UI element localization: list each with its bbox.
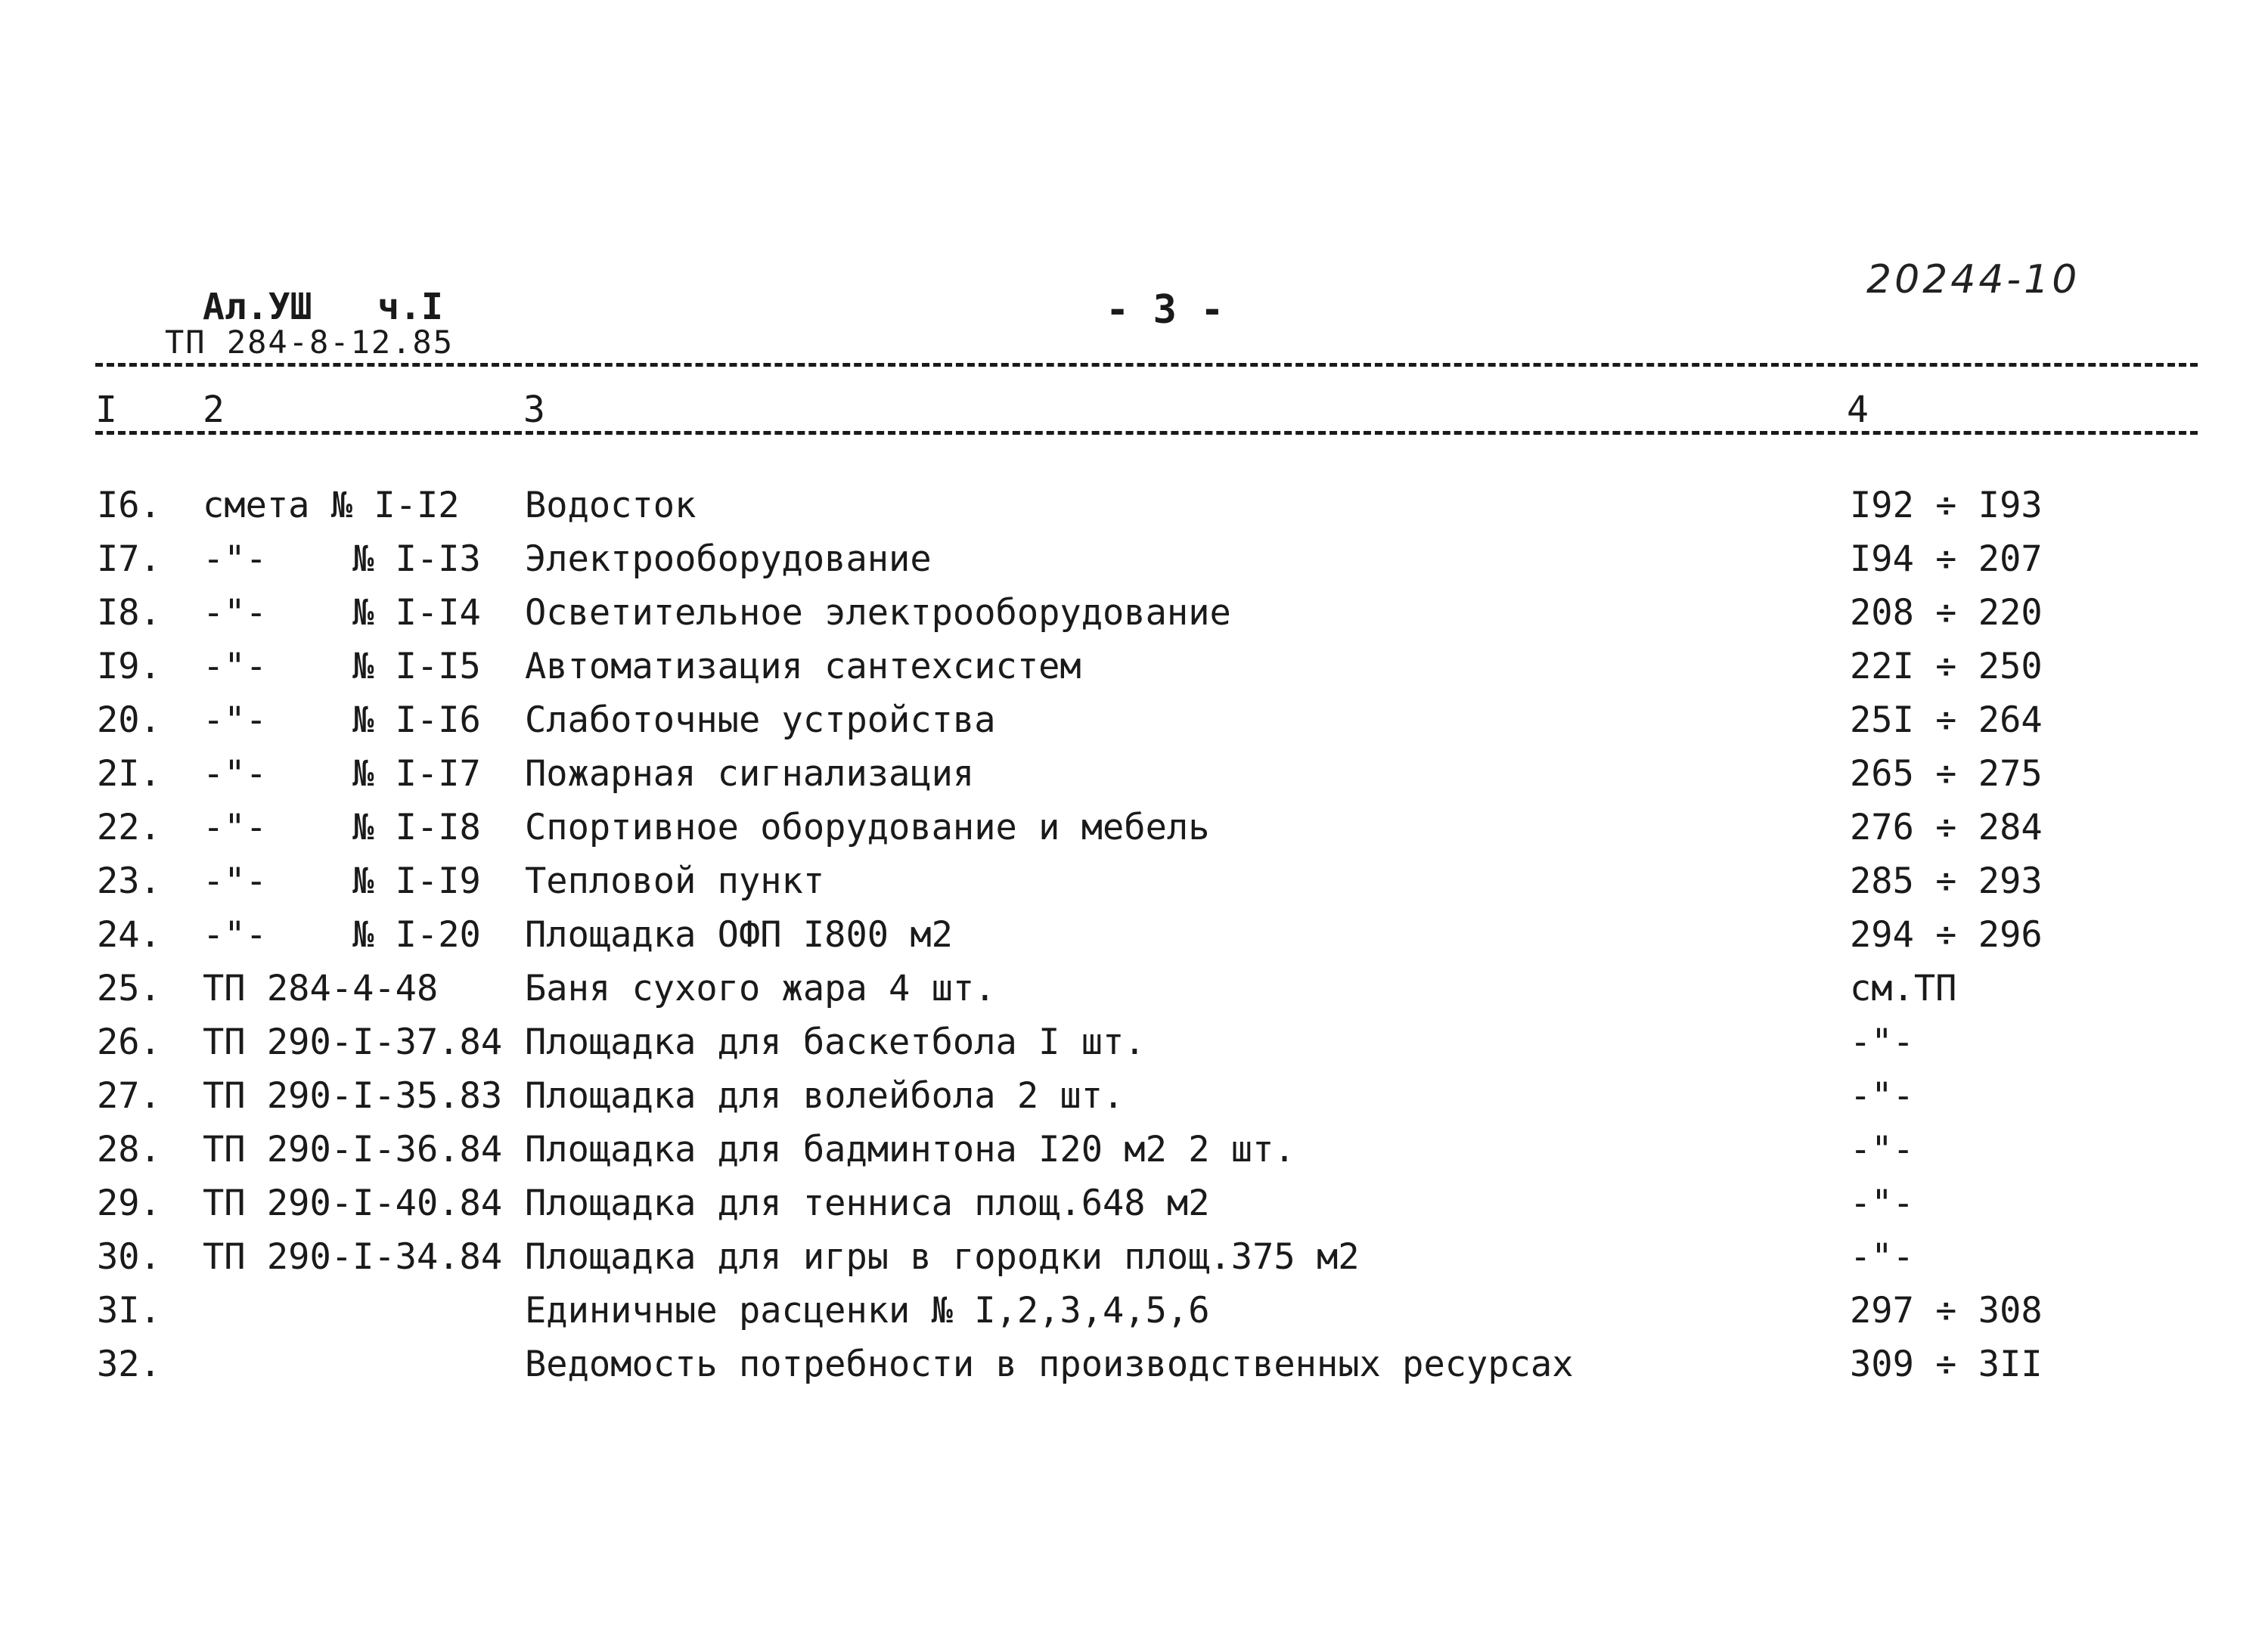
row-number: 32.: [97, 1344, 161, 1385]
table-row: [0, 753, 2268, 809]
row-title: Водосток: [525, 485, 697, 526]
column-header-4: 4: [1847, 389, 1869, 431]
row-title: Слаботочные устройства: [525, 699, 996, 741]
row-pages: -"-: [1850, 1075, 1914, 1117]
row-title: Площадка для волейбола 2 шт.: [525, 1075, 1125, 1117]
row-reference: -"- № I-I4: [203, 592, 481, 634]
table-row: [0, 860, 2268, 916]
table-row: [0, 914, 2268, 970]
row-title: Единичные расценки № I,2,3,4,5,6: [525, 1290, 1210, 1331]
row-reference: ТП 290-I-37.84: [203, 1021, 503, 1063]
top-divider: [95, 363, 2198, 367]
row-number: 28.: [97, 1129, 161, 1170]
row-number: 20.: [97, 699, 161, 741]
row-pages: 297 ÷ 308: [1850, 1290, 2043, 1331]
table-row: [0, 1236, 2268, 1292]
row-pages: -"-: [1850, 1021, 1914, 1063]
row-number: I6.: [97, 485, 161, 526]
column-header-2: 2: [203, 389, 225, 431]
table-row: [0, 646, 2268, 702]
album-label: Ал.УШ ч.I: [203, 286, 443, 328]
row-pages: 285 ÷ 293: [1850, 860, 2043, 902]
row-number: I7.: [97, 538, 161, 580]
table-row: [0, 538, 2268, 594]
row-reference: -"- № I-I8: [203, 807, 481, 848]
row-reference: -"- № I-I3: [203, 538, 481, 580]
row-number: 23.: [97, 860, 161, 902]
row-number: 27.: [97, 1075, 161, 1117]
row-pages: 25I ÷ 264: [1850, 699, 2043, 741]
row-title: Площадка для тенниса площ.648 м2: [525, 1183, 1210, 1224]
row-reference: ТП 284-4-48: [203, 968, 439, 1009]
row-pages: 22I ÷ 250: [1850, 646, 2043, 687]
column-header-1: I: [95, 389, 117, 431]
row-reference: смета № I-I2: [203, 485, 460, 526]
row-number: 2I.: [97, 753, 161, 795]
row-number: 3I.: [97, 1290, 161, 1331]
table-row: [0, 485, 2268, 541]
row-number: 22.: [97, 807, 161, 848]
row-reference: -"- № I-I6: [203, 699, 481, 741]
row-reference: ТП 290-I-40.84: [203, 1183, 503, 1224]
row-title: Площадка для баскетбола I шт.: [525, 1021, 1146, 1063]
row-reference: -"- № I-20: [203, 914, 481, 956]
table-row: [0, 968, 2268, 1024]
row-reference: -"- № I-I9: [203, 860, 481, 902]
table-row: [0, 1129, 2268, 1185]
row-pages: 294 ÷ 296: [1850, 914, 2043, 956]
table-row: [0, 1290, 2268, 1346]
column-header-3: 3: [523, 389, 545, 431]
header-divider: [95, 431, 2198, 435]
row-pages: см.ТП: [1850, 968, 1957, 1009]
table-row: [0, 1075, 2268, 1131]
page-number: - 3 -: [1106, 287, 1224, 333]
row-number: 24.: [97, 914, 161, 956]
row-pages: -"-: [1850, 1129, 1914, 1170]
row-pages: 309 ÷ 3II: [1850, 1344, 2043, 1385]
row-pages: 276 ÷ 284: [1850, 807, 2043, 848]
table-row: [0, 592, 2268, 648]
row-title: Автоматизация сантехсистем: [525, 646, 1081, 687]
row-pages: -"-: [1850, 1183, 1914, 1224]
row-number: 26.: [97, 1021, 161, 1063]
table-row: [0, 1021, 2268, 1077]
row-number: I8.: [97, 592, 161, 634]
row-pages: I92 ÷ I93: [1850, 485, 2043, 526]
row-number: 29.: [97, 1183, 161, 1224]
table-row: [0, 699, 2268, 755]
row-pages: -"-: [1850, 1236, 1914, 1278]
row-title: Спортивное оборудование и мебель: [525, 807, 1210, 848]
row-title: Площадка для бадминтона I20 м2 2 шт.: [525, 1129, 1295, 1170]
row-number: 25.: [97, 968, 161, 1009]
row-title: Баня сухого жара 4 шт.: [525, 968, 996, 1009]
row-title: Осветительное электрооборудование: [525, 592, 1231, 634]
row-title: Ведомость потребности в производственных ресурсах: [525, 1344, 1574, 1385]
row-pages: 265 ÷ 275: [1850, 753, 2043, 795]
row-title: Площадка ОФП I800 м2: [525, 914, 953, 956]
row-title: Пожарная сигнализация: [525, 753, 975, 795]
table-row: [0, 1183, 2268, 1238]
document-number: 20244-10: [1866, 257, 2080, 302]
row-reference: -"- № I-I7: [203, 753, 481, 795]
row-pages: 208 ÷ 220: [1850, 592, 2043, 634]
table-row: [0, 807, 2268, 863]
row-title: Площадка для игры в городки площ.375 м2: [525, 1236, 1360, 1278]
row-pages: I94 ÷ 207: [1850, 538, 2043, 580]
row-reference: ТП 290-I-34.84: [203, 1236, 503, 1278]
row-reference: ТП 290-I-35.83: [203, 1075, 503, 1117]
table-row: [0, 1344, 2268, 1400]
tp-code: ТП 284-8-12.85: [165, 324, 455, 361]
row-number: I9.: [97, 646, 161, 687]
row-reference: ТП 290-I-36.84: [203, 1129, 503, 1170]
row-reference: -"- № I-I5: [203, 646, 481, 687]
row-number: 30.: [97, 1236, 161, 1278]
row-title: Электрооборудование: [525, 538, 932, 580]
row-title: Тепловой пункт: [525, 860, 825, 902]
